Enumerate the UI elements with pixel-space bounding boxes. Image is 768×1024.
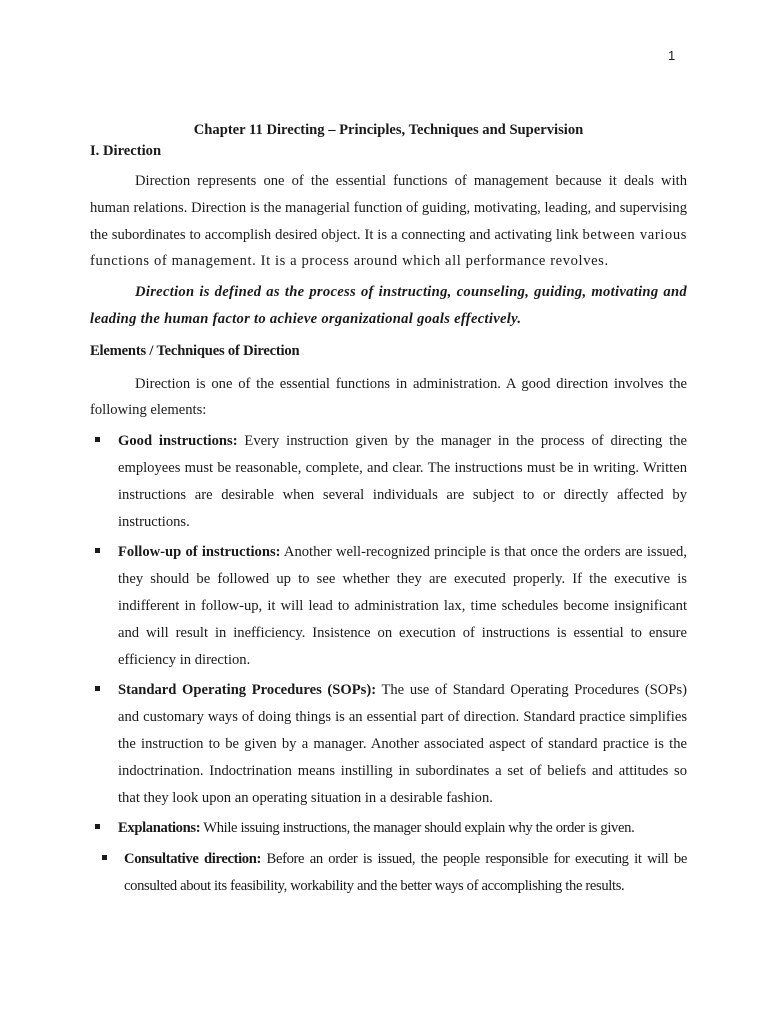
list-item-text: Every instruction given by the manager in the process of directing the employees must be reasonable, complete, and clear. The instructions must be in writing. Written instructions are desirable when several individuals are subject to or directly affected by instructions.	[118, 433, 688, 530]
list-item-consultative-direction	[90, 846, 687, 900]
square-bullet-icon	[95, 437, 100, 442]
list-item-term: Follow-up of instructions:	[118, 544, 281, 561]
list-item-term: Explanations:	[118, 820, 201, 837]
square-bullet-icon	[95, 686, 100, 691]
elements-heading: Elements / Techniques of Direction	[90, 342, 300, 359]
direction-definition: Direction is defined as the process of instructing, counseling, guiding, motivating and leading the human factor to achieve organizational goals effectively.	[90, 284, 687, 327]
elements-intro: Direction is one of the essential functions in administration. A good direction involves the following elements:	[90, 375, 687, 419]
square-bullet-icon	[102, 855, 107, 860]
list-item-text: Another well-recognized principle is that once the orders are issued, they should be followed up to see whether they are executed properly. If the executive is indifferent in follow-up, it will lead to administration lax, time schedules become insignificant and will result in inefficiency. Insistence on execution of instructions is essential to ensure efficiency in direction.	[118, 544, 687, 668]
page-number: 1	[668, 48, 676, 63]
list-item-term: Good instructions:	[118, 433, 238, 450]
list-item-text: While issuing instructions, the manager should explain why the order is given.	[200, 820, 635, 837]
chapter-title: Chapter 11 Directing – Principles, Techniques and Supervision	[193, 122, 584, 138]
section-heading: I. Direction	[90, 143, 162, 159]
list-item-term: Standard Operating Procedures (SOPs):	[118, 682, 377, 699]
list-item-text: Before an order is issued, the people responsible for executing it will be consulted about its feasibility, workability and the better ways of accomplishing the results.	[124, 851, 687, 894]
list-item-good-instructions	[90, 428, 687, 535]
square-bullet-icon	[95, 548, 100, 553]
square-bullet-icon	[95, 824, 100, 829]
list-item-text: The use of Standard Operating Procedures (SOPs) and customary ways of doing things is an essential part of direction. Standard practice simplifies the instruction to be given by a manager. Another associated aspect of standard practice is the indoctrination. Indoctrination means instilling in subordinates a set of beliefs and attitudes so that they look upon an operating situation in a desirable fashion.	[118, 682, 687, 806]
intro-paragraph-part-a: Direction represents one of the essential functions of management because it deals with human relations. Direction is the managerial function of guiding, motivating, leading, and supervising the subordinates to accomplish desired object. It is a connecting and activating link	[90, 173, 687, 243]
intro-paragraph	[90, 168, 687, 275]
page-content	[90, 120, 687, 904]
list-item-sops	[90, 677, 687, 811]
list-item-follow-up	[90, 539, 687, 673]
list-item-explanations	[90, 815, 687, 842]
intro-paragraph-part-b: between various functions of management. It is a process around which all performance revolves.	[90, 226, 687, 270]
elements-list	[90, 428, 687, 900]
list-item-term: Consultative direction:	[124, 851, 262, 868]
